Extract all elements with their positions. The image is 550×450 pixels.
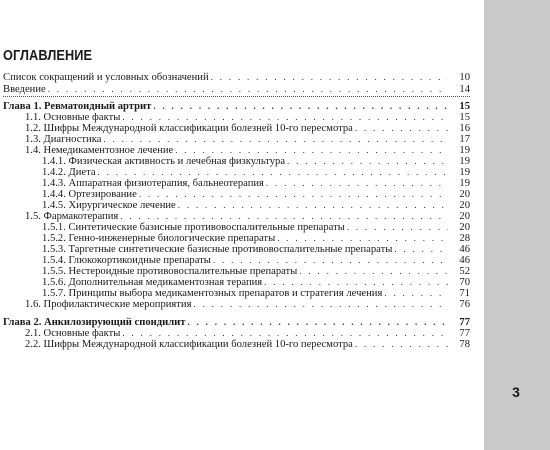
toc-entry-label: 2.2. Шифры Международной классификации болезней 10-го пересмотра bbox=[25, 339, 353, 350]
dot-leader bbox=[139, 189, 448, 200]
toc-entry-page: 10 bbox=[459, 72, 470, 83]
toc-entry[interactable] bbox=[0, 233, 484, 244]
toc-entry-label: 2.1. Основные факты bbox=[25, 328, 121, 339]
toc-entry-page: 20 bbox=[459, 189, 470, 200]
toc-entry[interactable] bbox=[0, 145, 484, 156]
toc-entry[interactable] bbox=[0, 72, 484, 84]
page-number: 3 bbox=[512, 384, 520, 400]
dot-leader bbox=[193, 299, 448, 310]
dot-leader bbox=[347, 222, 448, 233]
toc-entry-label: 1.5.6. Дополнительная медикаментозная терапия bbox=[42, 277, 263, 288]
dot-leader bbox=[187, 317, 448, 328]
toc-entry-label: 1.5.7. Принципы выбора медикаментозных препаратов и стратегия лечения bbox=[42, 288, 383, 299]
toc-entry-label: Список сокращений и условных обозначений bbox=[3, 72, 209, 83]
toc-entry[interactable] bbox=[0, 288, 484, 299]
toc-entry[interactable] bbox=[0, 200, 484, 211]
dot-leader bbox=[394, 244, 448, 255]
toc-entry[interactable] bbox=[0, 156, 484, 167]
dot-leader bbox=[277, 233, 448, 244]
dot-leader bbox=[266, 178, 448, 189]
toc-entry-label: 1.4.1. Физическая активность и лечебная физкультура bbox=[42, 156, 286, 167]
dot-leader bbox=[48, 84, 448, 96]
toc-entry[interactable] bbox=[0, 112, 484, 123]
toc-entry-page: 71 bbox=[459, 288, 470, 299]
toc-entry-label: 1.5.1. Синтетические базисные противовоспалительные препараты bbox=[42, 222, 345, 233]
toc-entry-page: 46 bbox=[459, 244, 470, 255]
toc-entry-page: 77 bbox=[459, 328, 470, 339]
toc-entry[interactable] bbox=[0, 299, 484, 310]
dot-leader bbox=[122, 328, 448, 339]
dot-leader bbox=[98, 167, 448, 178]
dot-leader bbox=[103, 134, 448, 145]
toc-entry-page: 46 bbox=[459, 255, 470, 266]
toc-entry-page: 17 bbox=[459, 134, 470, 145]
toc-entry[interactable] bbox=[0, 123, 484, 134]
table-of-contents bbox=[0, 72, 484, 350]
toc-entry-label: 1.6. Профилактические мероприятия bbox=[25, 299, 192, 310]
toc-entry[interactable] bbox=[0, 189, 484, 200]
dot-leader bbox=[264, 277, 448, 288]
dot-leader bbox=[211, 72, 448, 84]
dot-leader bbox=[213, 255, 448, 266]
toc-entry[interactable] bbox=[0, 277, 484, 288]
toc-entry[interactable] bbox=[0, 339, 484, 350]
toc-entry-label: 1.5.5. Нестероидные противовоспалительные препараты bbox=[42, 266, 298, 277]
toc-entry-page: 19 bbox=[459, 167, 470, 178]
section-divider bbox=[3, 96, 470, 98]
dot-leader bbox=[122, 112, 448, 123]
toc-entry-label: 1.4.5. Хирургическое лечение bbox=[42, 200, 176, 211]
toc-entry-page: 19 bbox=[459, 145, 470, 156]
toc-entry-page: 19 bbox=[459, 156, 470, 167]
toc-entry-page: 78 bbox=[459, 339, 470, 350]
toc-entry-page: 14 bbox=[459, 83, 470, 95]
toc-entry-page: 19 bbox=[459, 178, 470, 189]
toc-entry-label: 1.5.2. Генно-инженерные биологические препараты bbox=[42, 233, 276, 244]
toc-entry[interactable] bbox=[0, 244, 484, 255]
dot-leader bbox=[384, 288, 448, 299]
toc-entry[interactable] bbox=[0, 84, 484, 96]
toc-entry-label: 1.5.3. Таргетные синтетические базисные противовоспалительные препараты bbox=[42, 244, 393, 255]
toc-entry-label: 1.5.4. Глюкокортикоидные препараты bbox=[42, 255, 211, 266]
toc-entry-label: Введение bbox=[3, 83, 46, 95]
toc-entry-page: 20 bbox=[459, 200, 470, 211]
toc-entry[interactable] bbox=[0, 266, 484, 277]
dot-leader bbox=[178, 200, 448, 211]
toc-entry[interactable] bbox=[0, 134, 484, 145]
toc-entry-label: 1.4.4. Ортезирование bbox=[42, 189, 137, 200]
dot-leader bbox=[175, 145, 448, 156]
toc-entry-page: 70 bbox=[459, 277, 470, 288]
toc-entry-label: 1.5. Фармакотерапия bbox=[25, 211, 119, 222]
section-spacer bbox=[0, 310, 484, 317]
dot-leader bbox=[153, 101, 448, 112]
toc-entry-page: 52 bbox=[459, 266, 470, 277]
toc-title: ОГЛАВЛЕНИЕ bbox=[3, 48, 93, 64]
toc-entry-label: 1.3. Диагностика bbox=[25, 134, 102, 145]
toc-entry[interactable] bbox=[0, 178, 484, 189]
toc-entry-label: 1.4.3. Аппаратная физиотерапия, бальнеотерапия bbox=[42, 178, 264, 189]
toc-entry[interactable] bbox=[0, 167, 484, 178]
toc-entry[interactable] bbox=[0, 255, 484, 266]
dot-leader bbox=[355, 123, 448, 134]
page-side-strip bbox=[484, 0, 550, 450]
toc-entry-page: 77 bbox=[459, 317, 470, 328]
toc-entry-label: 1.4. Немедикаментозное лечение bbox=[25, 145, 174, 156]
toc-entry-page: 15 bbox=[459, 101, 470, 112]
toc-entry-label: 1.4.2. Диета bbox=[42, 167, 96, 178]
toc-entry[interactable] bbox=[0, 328, 484, 339]
toc-entry-page: 16 bbox=[459, 123, 470, 134]
toc-entry-page: 20 bbox=[459, 222, 470, 233]
dot-leader bbox=[120, 211, 448, 222]
toc-entry-page: 20 bbox=[459, 211, 470, 222]
dot-leader bbox=[355, 339, 448, 350]
toc-entry[interactable] bbox=[0, 211, 484, 222]
toc-chapter-entry[interactable] bbox=[0, 317, 484, 328]
toc-entry-label: Глава 2. Анкилозирующий спондилит bbox=[3, 317, 186, 328]
dot-leader bbox=[299, 266, 448, 277]
toc-entry-page: 76 bbox=[459, 299, 470, 310]
toc-entry-page: 28 bbox=[459, 233, 470, 244]
toc-chapter-entry[interactable] bbox=[0, 101, 484, 112]
toc-entry[interactable] bbox=[0, 222, 484, 233]
toc-entry-label: Глава 1. Ревматоидный артрит bbox=[3, 101, 152, 112]
toc-entry-label: 1.2. Шифры Международной классификации болезней 10-го пересмотра bbox=[25, 123, 353, 134]
dot-leader bbox=[287, 156, 448, 167]
toc-entry-label: 1.1. Основные факты bbox=[25, 112, 121, 123]
toc-entry-page: 15 bbox=[459, 112, 470, 123]
